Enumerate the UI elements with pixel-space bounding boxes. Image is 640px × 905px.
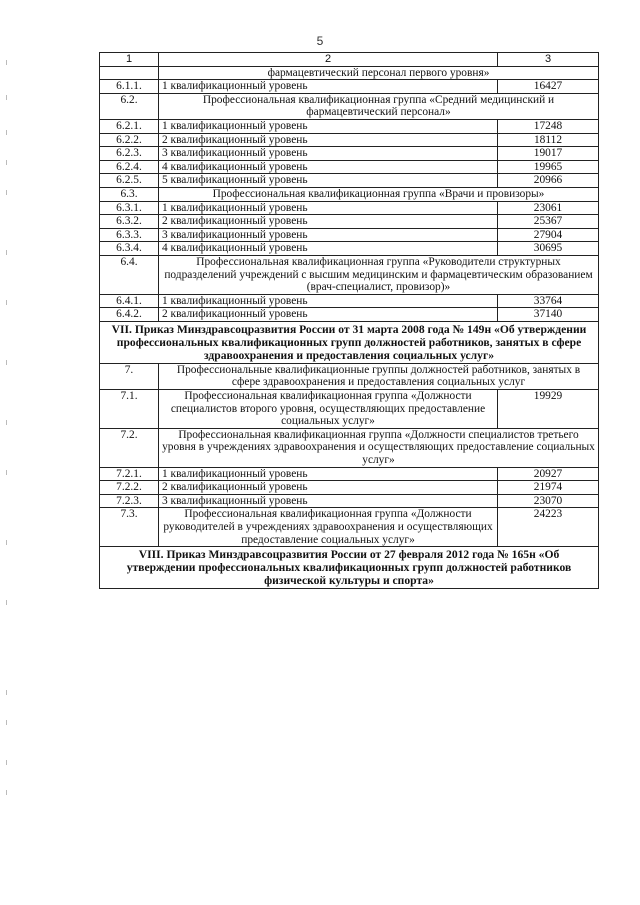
table-row <box>100 160 599 174</box>
group-title: Профессиональная квалификационная группа «Должности специалистов третьего уровня в учреждениях здравоохранения и осуществляющих предоставление социальных услуг» <box>159 428 599 467</box>
table-row <box>100 242 599 256</box>
salary-value: 19929 <box>498 390 599 429</box>
section-heading-row <box>100 321 599 363</box>
scan-mark <box>6 540 7 545</box>
table-row <box>100 147 599 161</box>
row-number: 6.2.4. <box>100 160 159 174</box>
group-title: Профессиональная квалификационная группа «Должности руководителей в учреждениях здравоохранения и осуществляющих предоставление социальных услуг» <box>159 508 498 547</box>
row-number: 6.2. <box>100 93 159 119</box>
scan-mark <box>6 160 7 165</box>
level-label: 4 квалификационный уровень <box>159 242 498 256</box>
scan-mark <box>6 470 7 475</box>
salary-value: 17248 <box>498 119 599 133</box>
table-row <box>100 294 599 308</box>
table-row <box>100 481 599 495</box>
table-row <box>100 174 599 188</box>
scan-mark <box>6 420 7 425</box>
group-title: Профессиональная квалификационная группа «Средний медицинский и фармацевтический персонал» <box>159 93 599 119</box>
section-heading-row <box>100 547 599 589</box>
level-label: 2 квалификационный уровень <box>159 215 498 229</box>
table-row <box>100 119 599 133</box>
level-label: 5 квалификационный уровень <box>159 174 498 188</box>
row-number: 6.2.1. <box>100 119 159 133</box>
scan-mark <box>6 95 7 100</box>
table-row <box>100 80 599 94</box>
row-number: 6.4.1. <box>100 294 159 308</box>
level-label: 1 квалификационный уровень <box>159 467 498 481</box>
table-row <box>100 494 599 508</box>
scan-mark <box>6 600 7 605</box>
table-row <box>100 93 599 119</box>
level-label: 2 квалификационный уровень <box>159 481 498 495</box>
row-number: 7.3. <box>100 508 159 547</box>
salary-value: 24223 <box>498 508 599 547</box>
salary-value: 19965 <box>498 160 599 174</box>
salary-value: 18112 <box>498 133 599 147</box>
group-title: Профессиональная квалификационная группа «Должности специалистов второго уровня, осуществляющих предоставление социальных услуг» <box>159 390 498 429</box>
salary-value: 33764 <box>498 294 599 308</box>
scan-mark <box>6 250 7 255</box>
level-label: 1 квалификационный уровень <box>159 201 498 215</box>
table-row <box>100 390 599 429</box>
table-row <box>100 201 599 215</box>
header-col-2: 2 <box>159 53 498 67</box>
group-title: Профессиональная квалификационная группа «Руководители структурных подразделений учреждений с высшим медицинским и фармацевтическим образованием (врач-специалист, провизор)» <box>159 255 599 294</box>
scan-mark <box>6 690 7 695</box>
salary-value: 27904 <box>498 228 599 242</box>
table-row <box>100 215 599 229</box>
row-number: 6.3.1. <box>100 201 159 215</box>
table-row <box>100 508 599 547</box>
table-row <box>100 467 599 481</box>
row-number: 6.1.1. <box>100 80 159 94</box>
level-label: 3 квалификационный уровень <box>159 228 498 242</box>
row-number: 6.3.3. <box>100 228 159 242</box>
row-number: 7.2.1. <box>100 467 159 481</box>
salary-value: 23070 <box>498 494 599 508</box>
scan-mark <box>6 60 7 65</box>
row-number <box>100 66 159 80</box>
row-number: 7.2. <box>100 428 159 467</box>
salary-table <box>99 52 599 589</box>
table-row <box>100 228 599 242</box>
salary-value: 21974 <box>498 481 599 495</box>
salary-value: 16427 <box>498 80 599 94</box>
level-label: 2 квалификационный уровень <box>159 308 498 322</box>
row-number: 7. <box>100 363 159 389</box>
row-number: 7.2.3. <box>100 494 159 508</box>
group-title: Профессиональные квалификационные группы должностей работников, занятых в сфере здравоохранения и предоставления социальных услуг <box>159 363 599 389</box>
table-row <box>100 255 599 294</box>
row-number: 6.2.2. <box>100 133 159 147</box>
table-row <box>100 66 599 80</box>
row-number: 6.2.5. <box>100 174 159 188</box>
section-heading: VII. Приказ Минздравсоцразвития России от 31 марта 2008 года № 149н «Об утверждении профессиональных квалификационных групп должностей работников, занятых в сфере здравоохранения и предоставления социальных услуг» <box>100 321 599 363</box>
table-row <box>100 308 599 322</box>
salary-value: 19017 <box>498 147 599 161</box>
level-label: 3 квалификационный уровень <box>159 147 498 161</box>
scan-mark <box>6 790 7 795</box>
group-title: фармацевтический персонал первого уровня» <box>159 66 599 80</box>
row-number: 6.3. <box>100 187 159 201</box>
salary-value: 25367 <box>498 215 599 229</box>
level-label: 1 квалификационный уровень <box>159 80 498 94</box>
level-label: 4 квалификационный уровень <box>159 160 498 174</box>
table-row <box>100 133 599 147</box>
header-col-3: 3 <box>498 53 599 67</box>
row-number: 6.2.3. <box>100 147 159 161</box>
scan-mark <box>6 360 7 365</box>
row-number: 7.1. <box>100 390 159 429</box>
group-title: Профессиональная квалификационная группа «Врачи и провизоры» <box>159 187 599 201</box>
level-label: 2 квалификационный уровень <box>159 133 498 147</box>
table-header-row <box>100 53 599 67</box>
salary-value: 30695 <box>498 242 599 256</box>
level-label: 3 квалификационный уровень <box>159 494 498 508</box>
table-row <box>100 187 599 201</box>
row-number: 6.4.2. <box>100 308 159 322</box>
page-number: 5 <box>316 34 324 48</box>
salary-value: 23061 <box>498 201 599 215</box>
scan-mark <box>6 190 7 195</box>
section-heading: VIII. Приказ Минздравсоцразвития России от 27 февраля 2012 года № 165н «Об утверждении профессиональных квалификационных групп должностей работников физической культуры и спорта» <box>100 547 599 589</box>
scan-mark <box>6 300 7 305</box>
salary-value: 20966 <box>498 174 599 188</box>
scan-mark <box>6 720 7 725</box>
header-col-1: 1 <box>100 53 159 67</box>
scan-mark <box>6 130 7 135</box>
salary-value: 37140 <box>498 308 599 322</box>
row-number: 6.3.2. <box>100 215 159 229</box>
scan-mark <box>6 760 7 765</box>
table-row <box>100 428 599 467</box>
row-number: 7.2.2. <box>100 481 159 495</box>
table-row <box>100 363 599 389</box>
level-label: 1 квалификационный уровень <box>159 119 498 133</box>
level-label: 1 квалификационный уровень <box>159 294 498 308</box>
scan-margin-marks <box>6 0 10 905</box>
salary-value: 20927 <box>498 467 599 481</box>
row-number: 6.3.4. <box>100 242 159 256</box>
row-number: 6.4. <box>100 255 159 294</box>
